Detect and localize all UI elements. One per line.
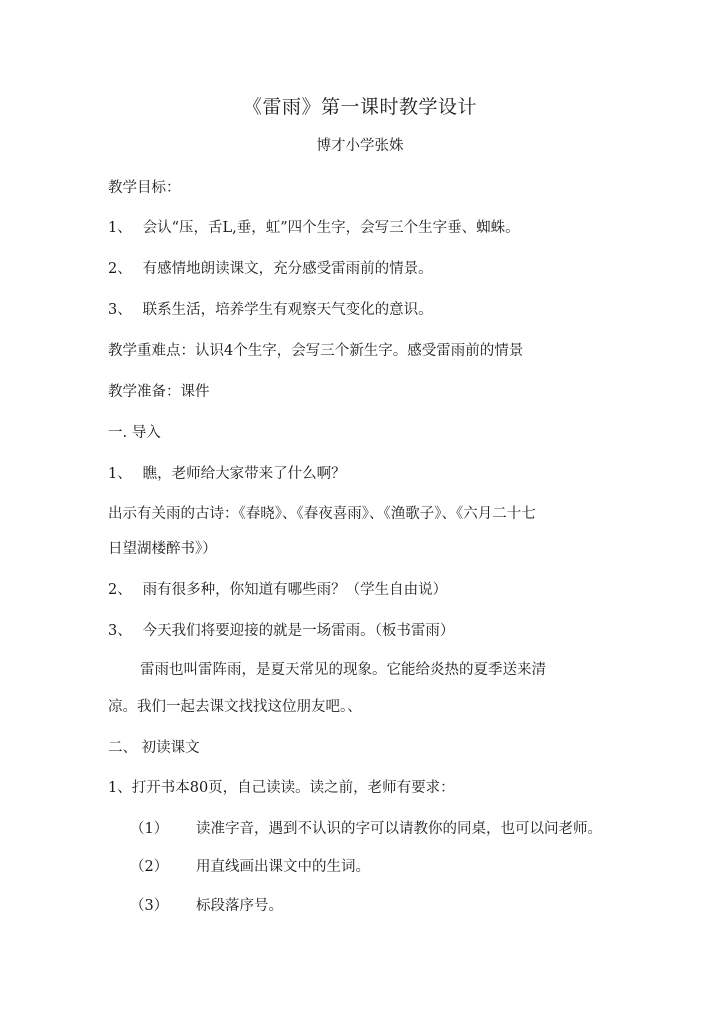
objectives-heading: 教学目标： bbox=[108, 180, 181, 196]
objective-number: 2、 bbox=[108, 261, 132, 277]
requirement-number: （1） bbox=[130, 821, 169, 837]
objective-text: 会认“压，舌L,垂，虹”四个生字，会写三个生字垂、蜘蛛。 bbox=[142, 220, 520, 236]
objective-item bbox=[108, 218, 520, 238]
objective-item bbox=[108, 300, 433, 320]
section1-item bbox=[108, 621, 454, 641]
section1-item-text: 瞧，老师给大家带来了什么啊？ bbox=[142, 466, 346, 482]
paragraph-line: 凉。我们一起去课文找找这位朋友吧。、 bbox=[108, 699, 362, 715]
objective-number: 3、 bbox=[108, 302, 132, 318]
section1-heading: 一. 导入 bbox=[108, 425, 161, 441]
section1-item-number: 1、 bbox=[108, 466, 132, 482]
section2-item: 1、打开书本80页，自己读读。读之前，老师有要求： bbox=[108, 780, 455, 796]
key-points: 教学重难点：认识4个生字，会写三个新生字。感受雷雨前的情景 bbox=[108, 343, 524, 359]
preparation: 教学准备：课件 bbox=[108, 384, 210, 400]
poems-line: 出示有关雨的古诗：《春晓》、《春夜喜雨》、《渔歌子》、《六月二十七 bbox=[108, 506, 536, 522]
section1-item bbox=[108, 464, 346, 484]
section1-item bbox=[108, 580, 447, 600]
objective-text: 有感情地朗读课文，充分感受雷雨前的情景。 bbox=[142, 261, 433, 277]
paragraph-line: 雷雨也叫雷阵雨，是夏天常见的现象。它能给炎热的夏季送来清 bbox=[140, 662, 546, 678]
objective-number: 1、 bbox=[108, 220, 132, 236]
section1-item-number: 2、 bbox=[108, 582, 132, 598]
poems-line: 日望湖楼醉书》） bbox=[108, 541, 217, 557]
requirement-number: （3） bbox=[130, 898, 169, 914]
requirement-text: 用直线画出课文中的生词。 bbox=[196, 859, 370, 875]
objective-text: 联系生活，培养学生有观察天气变化的意识。 bbox=[142, 302, 433, 318]
author-line: 博才小学张姝 bbox=[316, 138, 404, 154]
requirement-text: 读准字音，遇到不认识的字可以请教你的同桌，也可以问老师。 bbox=[196, 821, 602, 837]
objective-item bbox=[108, 259, 433, 279]
section2-heading: 二、 初读课文 bbox=[108, 740, 200, 756]
requirement-text: 标段落序号。 bbox=[196, 898, 283, 914]
section1-item-text: 今天我们将要迎接的就是一场雷雨。（板书雷雨） bbox=[142, 623, 455, 639]
requirement-number: （2） bbox=[130, 859, 169, 875]
document-title: 《雷雨》第一课时教学设计 bbox=[242, 96, 477, 118]
section1-item-text: 雨有很多种，你知道有哪些雨？（学生自由说） bbox=[142, 582, 448, 598]
section1-item-number: 3、 bbox=[108, 623, 132, 639]
